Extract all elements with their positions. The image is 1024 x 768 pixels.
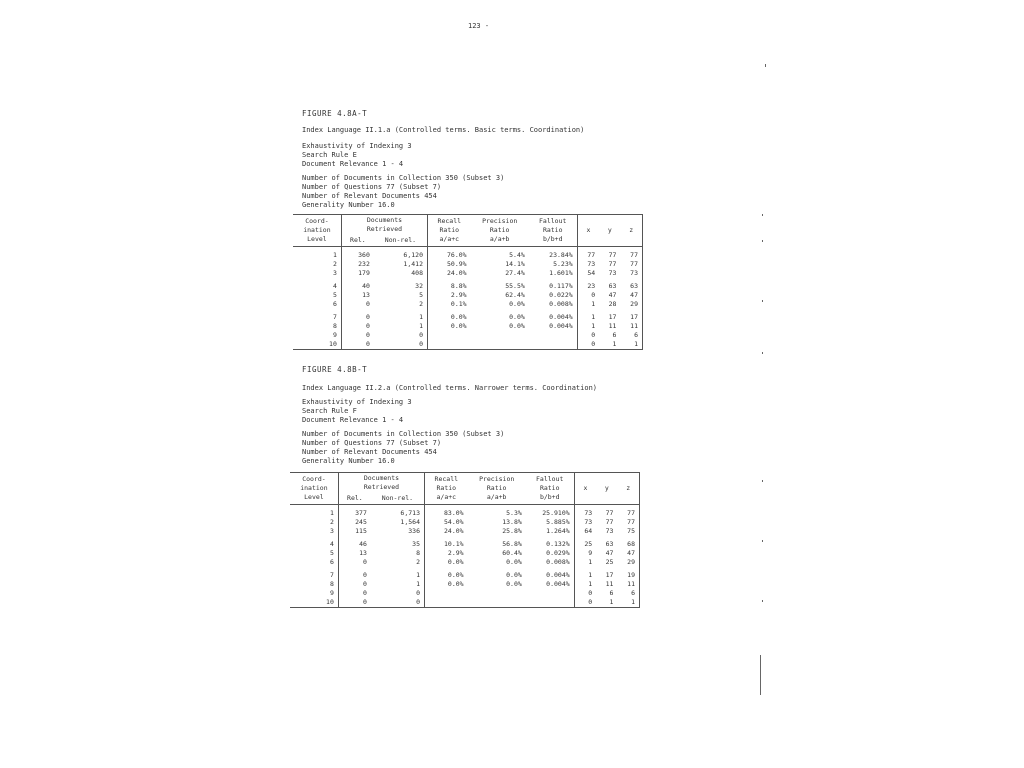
nonrel-cell: 336 [371, 527, 425, 536]
y-cell: 17 [608, 313, 617, 321]
precision-cell: 13.8% [502, 518, 522, 526]
rel-cell: 360 [358, 251, 370, 259]
level-cell: 9 [290, 589, 338, 598]
x-cell: 9 [588, 549, 593, 557]
fallout-cell: 1.264% [526, 527, 574, 536]
z-cell: 11 [617, 580, 639, 589]
nonrel-cell: 408 [374, 269, 428, 278]
rel-cell: 0 [362, 558, 367, 566]
precision-cell: 56.8% [502, 540, 522, 548]
precision-cell: 60.4% [502, 549, 522, 557]
fallout-cell: 0.004% [529, 322, 577, 331]
rel-cell: 245 [355, 518, 367, 526]
fallout-cell: 23.84% [529, 251, 577, 260]
y-cell: 77 [605, 518, 614, 526]
y-cell: 47 [608, 291, 617, 299]
x-cell: 25 [584, 540, 593, 548]
fallout-cell [526, 598, 574, 608]
col-nonrel-header: Non-rel. [371, 493, 425, 505]
y-cell: 73 [608, 269, 617, 277]
meta-line: Number of Questions 77 (Subset 7) [302, 183, 442, 191]
x-cell: 0 [591, 291, 596, 299]
fallout-cell: 0.132% [526, 540, 574, 549]
x-cell: 54 [587, 269, 596, 277]
table-row [293, 291, 643, 300]
table-row [293, 282, 643, 291]
y-cell: 11 [605, 580, 614, 588]
recall-cell: 10.1% [444, 540, 464, 548]
nonrel-cell: 0 [371, 589, 425, 598]
figure-1-meta [302, 126, 584, 210]
y-cell: 6 [609, 589, 614, 597]
precision-cell: 14.1% [505, 260, 525, 268]
z-cell: 29 [620, 300, 642, 309]
nonrel-cell: 1 [374, 313, 428, 322]
precision-cell: 27.4% [505, 269, 525, 277]
meta-line: Search Rule E [302, 151, 357, 159]
z-cell: 19 [617, 571, 639, 580]
table-row [290, 549, 640, 558]
fallout-cell: 0.008% [526, 558, 574, 567]
fallout-cell: 0.008% [529, 300, 577, 309]
recall-cell: 76.0% [447, 251, 467, 259]
table-row [290, 580, 640, 589]
recall-cell: 8.8% [450, 282, 467, 290]
nonrel-cell: 8 [371, 549, 425, 558]
y-cell: 63 [608, 282, 617, 290]
recall-cell: 0.0% [447, 571, 464, 579]
table-row [293, 269, 643, 278]
precision-cell: 0.0% [506, 571, 522, 579]
rel-cell: 46 [359, 540, 367, 548]
scan-speck [762, 600, 763, 602]
x-cell: 1 [588, 580, 593, 588]
x-cell: 73 [584, 509, 593, 517]
fallout-cell [529, 340, 577, 350]
z-cell: 77 [620, 251, 642, 260]
precision-cell: 0.0% [509, 322, 525, 330]
fallout-cell: 0.004% [526, 571, 574, 580]
meta-line: Number of Questions 77 (Subset 7) [302, 439, 442, 447]
z-cell: 1 [620, 340, 642, 350]
rel-cell: 0 [362, 589, 367, 597]
level-cell: 10 [293, 340, 341, 350]
nonrel-cell: 32 [374, 282, 428, 291]
rel-cell: 13 [362, 291, 370, 299]
z-cell: 17 [620, 313, 642, 322]
rel-cell: 0 [362, 580, 367, 588]
col-fallout-header: Fallout Ratio b/b+d [526, 473, 574, 505]
y-cell: 77 [605, 509, 614, 517]
rel-cell: 0 [365, 322, 370, 330]
nonrel-cell: 2 [374, 300, 428, 309]
level-cell: 9 [293, 331, 341, 340]
precision-cell [471, 331, 529, 340]
nonrel-cell: 35 [371, 540, 425, 549]
level-cell: 3 [293, 269, 341, 278]
meta-line: Generality Number 16.0 [302, 457, 395, 465]
col-level-header: Coord- ination Level [290, 473, 338, 505]
figure-2-table [290, 472, 640, 608]
col-z-header: z [620, 215, 642, 247]
x-cell: 0 [591, 331, 596, 339]
rel-cell: 0 [365, 331, 370, 339]
table-row [290, 518, 640, 527]
x-cell: 73 [584, 518, 593, 526]
z-cell: 29 [617, 558, 639, 567]
precision-cell [468, 589, 526, 598]
level-cell: 7 [293, 313, 341, 322]
table-row [293, 313, 643, 322]
table-row [293, 331, 643, 340]
precision-cell: 55.5% [505, 282, 525, 290]
recall-cell: 0.0% [450, 322, 467, 330]
y-cell: 1 [612, 340, 617, 348]
nonrel-cell: 1,412 [374, 260, 428, 269]
recall-cell: 0.0% [447, 580, 464, 588]
y-cell: 77 [608, 251, 617, 259]
recall-cell: 2.9% [447, 549, 464, 557]
rel-cell: 232 [358, 260, 370, 268]
meta-line: Generality Number 16.0 [302, 201, 395, 209]
nonrel-cell: 0 [371, 598, 425, 608]
nonrel-cell: 1 [371, 580, 425, 589]
fallout-cell: 5.23% [529, 260, 577, 269]
table-row [290, 509, 640, 518]
meta-line: Document Relevance 1 - 4 [302, 416, 404, 424]
figure-1-table [293, 214, 643, 350]
scan-speck [762, 214, 763, 216]
col-precision-header: Precision Ratio a/a+b [468, 473, 526, 505]
rel-cell: 0 [365, 313, 370, 321]
x-cell: 1 [588, 558, 593, 566]
rel-cell: 0 [362, 571, 367, 579]
scan-speck [762, 240, 763, 242]
z-cell: 1 [617, 598, 639, 608]
table-row [290, 598, 640, 608]
col-docs-header: Documents Retrieved [338, 473, 424, 494]
meta-line: Index Language II.1.a (Controlled terms. Basic terms. Coordination) [302, 126, 585, 134]
figure-2-meta [302, 384, 597, 466]
col-y-header: y [596, 473, 617, 505]
col-nonrel-header: Non-rel. [374, 235, 428, 247]
precision-cell: 25.8% [502, 527, 522, 535]
scan-speck [760, 655, 761, 695]
rel-cell: 0 [365, 300, 370, 308]
level-cell: 1 [293, 251, 341, 260]
table-row [290, 540, 640, 549]
level-cell: 4 [293, 282, 341, 291]
meta-line: Document Relevance 1 - 4 [302, 160, 404, 168]
rel-cell: 40 [362, 282, 370, 290]
level-cell: 6 [290, 558, 338, 567]
col-recall-header: Recall Ratio a/a+c [428, 215, 471, 247]
col-docs-header: Documents Retrieved [341, 215, 427, 236]
recall-cell: 2.9% [450, 291, 467, 299]
fallout-cell [526, 589, 574, 598]
rel-cell: 0 [362, 598, 367, 606]
y-cell: 77 [608, 260, 617, 268]
nonrel-cell: 1,564 [371, 518, 425, 527]
col-x-header: x [577, 215, 599, 247]
scan-speck [762, 540, 763, 542]
level-cell: 10 [290, 598, 338, 608]
x-cell: 0 [588, 589, 593, 597]
recall-cell [428, 331, 471, 340]
fallout-cell: 1.601% [529, 269, 577, 278]
x-cell: 64 [584, 527, 593, 535]
rel-cell: 115 [355, 527, 367, 535]
y-cell: 73 [605, 527, 614, 535]
z-cell: 6 [620, 331, 642, 340]
recall-cell: 83.0% [444, 509, 464, 517]
y-cell: 28 [608, 300, 617, 308]
level-cell: 5 [290, 549, 338, 558]
table-row [293, 260, 643, 269]
level-cell: 7 [290, 571, 338, 580]
precision-cell: 62.4% [505, 291, 525, 299]
x-cell: 1 [591, 300, 596, 308]
nonrel-cell: 6,713 [371, 509, 425, 518]
fallout-cell: 0.029% [526, 549, 574, 558]
meta-line: Number of Documents in Collection 350 (Subset 3) [302, 430, 505, 438]
recall-cell: 24.0% [444, 527, 464, 535]
nonrel-cell: 5 [374, 291, 428, 300]
x-cell: 0 [591, 340, 596, 348]
recall-cell: 0.0% [450, 313, 467, 321]
z-cell: 77 [617, 518, 639, 527]
nonrel-cell: 0 [374, 331, 428, 340]
x-cell: 73 [587, 260, 596, 268]
figure-2-body [290, 505, 640, 608]
x-cell: 1 [591, 313, 596, 321]
recall-cell: 50.9% [447, 260, 467, 268]
x-cell: 1 [591, 322, 596, 330]
z-cell: 47 [620, 291, 642, 300]
col-rel-header: Rel. [338, 493, 371, 505]
fallout-cell: 0.022% [529, 291, 577, 300]
scan-speck [762, 480, 763, 482]
precision-cell [471, 340, 529, 350]
level-cell: 2 [290, 518, 338, 527]
figure-2-title: FIGURE 4.8B-T [302, 365, 368, 374]
col-y-header: y [599, 215, 620, 247]
page-number: 123 - [468, 22, 490, 30]
recall-cell [425, 589, 468, 598]
z-cell: 11 [620, 322, 642, 331]
x-cell: 23 [587, 282, 596, 290]
recall-cell [428, 340, 471, 350]
table-row [293, 251, 643, 260]
precision-cell: 0.0% [506, 558, 522, 566]
y-cell: 11 [608, 322, 617, 330]
x-cell: 0 [588, 598, 593, 606]
level-cell: 8 [293, 322, 341, 331]
table-row [290, 558, 640, 567]
nonrel-cell: 1 [371, 571, 425, 580]
fallout-cell: 0.004% [529, 313, 577, 322]
col-z-header: z [617, 473, 639, 505]
scan-speck [765, 64, 766, 67]
recall-cell [425, 598, 468, 608]
level-cell: 5 [293, 291, 341, 300]
rel-cell: 13 [359, 549, 367, 557]
col-level-header: Coord- ination Level [293, 215, 341, 247]
recall-cell: 0.0% [447, 558, 464, 566]
table-row [293, 300, 643, 309]
z-cell: 73 [620, 269, 642, 278]
meta-line: Exhaustivity of Indexing 3 [302, 398, 412, 406]
recall-cell: 54.0% [444, 518, 464, 526]
col-recall-header: Recall Ratio a/a+c [425, 473, 468, 505]
nonrel-cell: 2 [371, 558, 425, 567]
level-cell: 8 [290, 580, 338, 589]
col-x-header: x [574, 473, 596, 505]
precision-cell: 0.0% [506, 580, 522, 588]
col-precision-header: Precision Ratio a/a+b [471, 215, 529, 247]
y-cell: 63 [605, 540, 614, 548]
scan-speck [762, 352, 763, 354]
meta-line: Number of Relevant Documents 454 [302, 448, 437, 456]
level-cell: 1 [290, 509, 338, 518]
y-cell: 1 [609, 598, 614, 606]
nonrel-cell: 0 [374, 340, 428, 350]
z-cell: 75 [617, 527, 639, 536]
z-cell: 47 [617, 549, 639, 558]
precision-cell: 5.3% [506, 509, 522, 517]
precision-cell: 5.4% [509, 251, 525, 259]
meta-line: Number of Documents in Collection 350 (Subset 3) [302, 174, 505, 182]
level-cell: 3 [290, 527, 338, 536]
nonrel-cell: 1 [374, 322, 428, 331]
table-row [290, 571, 640, 580]
fallout-cell: 5.885% [526, 518, 574, 527]
col-fallout-header: Fallout Ratio b/b+d [529, 215, 577, 247]
rel-cell: 179 [358, 269, 370, 277]
rel-cell: 0 [365, 340, 370, 348]
y-cell: 6 [612, 331, 617, 339]
y-cell: 47 [605, 549, 614, 557]
nonrel-cell: 6,120 [374, 251, 428, 260]
y-cell: 25 [605, 558, 614, 566]
col-rel-header: Rel. [341, 235, 374, 247]
table-row [293, 322, 643, 331]
x-cell: 1 [588, 571, 593, 579]
fallout-cell: 0.004% [526, 580, 574, 589]
meta-line: Search Rule F [302, 407, 357, 415]
y-cell: 17 [605, 571, 614, 579]
precision-cell: 0.0% [509, 300, 525, 308]
table-row [293, 340, 643, 350]
fallout-cell: 0.117% [529, 282, 577, 291]
meta-line: Number of Relevant Documents 454 [302, 192, 437, 200]
table-row [290, 589, 640, 598]
rel-cell: 377 [355, 509, 367, 517]
level-cell: 6 [293, 300, 341, 309]
recall-cell: 0.1% [450, 300, 467, 308]
z-cell: 77 [620, 260, 642, 269]
fallout-cell: 25.910% [526, 509, 574, 518]
precision-cell: 0.0% [509, 313, 525, 321]
figure-1-body [293, 247, 643, 350]
z-cell: 63 [620, 282, 642, 291]
meta-line: Index Language II.2.a (Controlled terms. Narrower terms. Coordination) [302, 384, 598, 392]
scan-speck [762, 300, 763, 302]
x-cell: 77 [587, 251, 596, 259]
recall-cell: 24.0% [447, 269, 467, 277]
meta-line: Exhaustivity of Indexing 3 [302, 142, 412, 150]
level-cell: 2 [293, 260, 341, 269]
level-cell: 4 [290, 540, 338, 549]
figure-1-title: FIGURE 4.8A-T [302, 109, 368, 118]
z-cell: 77 [617, 509, 639, 518]
z-cell: 68 [617, 540, 639, 549]
precision-cell [468, 598, 526, 608]
fallout-cell [529, 331, 577, 340]
z-cell: 6 [617, 589, 639, 598]
table-row [290, 527, 640, 536]
